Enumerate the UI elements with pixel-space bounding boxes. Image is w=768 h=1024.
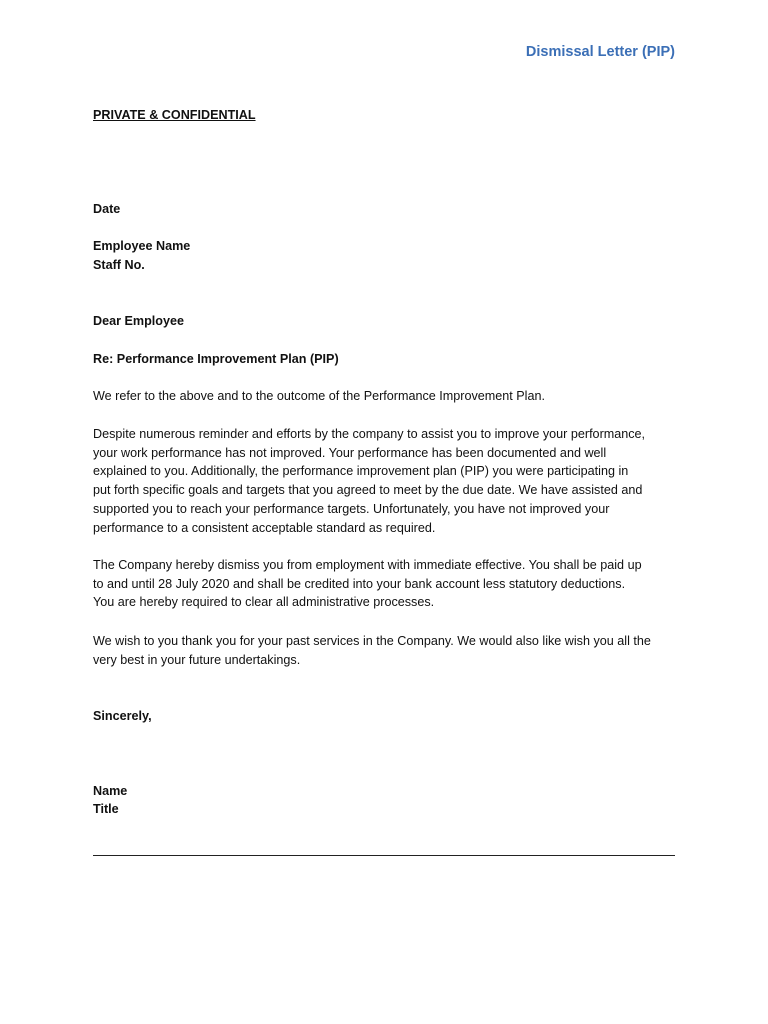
paragraph-3: [93, 556, 693, 612]
paragraph-3-line: The Company hereby dismiss you from employment with immediate effective. You shall be paid up: [93, 558, 642, 572]
paragraph-3-line: You are hereby required to clear all administrative processes.: [93, 595, 435, 610]
footer-divider: [93, 855, 675, 856]
paragraph-2-line: put forth specific goals and targets that you agreed to meet by the due date. We have assisted and: [93, 483, 643, 498]
paragraph-2-line: supported you to reach your performance targets. Unfortunately, you have not improved your: [93, 501, 610, 516]
paragraph-2-line: explained to you. Additionally, the performance improvement plan (PIP) you were participating in: [93, 464, 629, 479]
paragraph-2: [93, 425, 693, 537]
subject-line: Re: Performance Improvement Plan (PIP): [93, 352, 339, 366]
signatory-name: Name: [93, 784, 128, 798]
paragraph-4: [93, 632, 693, 669]
closing: Sincerely,: [93, 709, 152, 723]
paragraph-2-line: your work performance has not improved. Your performance has been documented and well: [93, 445, 607, 460]
paragraph-1: [93, 387, 693, 406]
paragraph-1-line: We refer to the above and to the outcome of the Performance Improvement Plan.: [93, 389, 545, 403]
paragraph-2-line: Despite numerous reminder and efforts by the company to assist you to improve your performance,: [93, 427, 646, 441]
confidential-label: PRIVATE & CONFIDENTIAL: [93, 108, 256, 122]
date-field: Date: [93, 202, 121, 216]
signatory-title: Title: [93, 802, 119, 816]
paragraph-3-line: to and until 28 July 2020 and shall be credited into your bank account less statutory deductions.: [93, 576, 626, 591]
paragraph-4-line: very best in your future undertakings.: [93, 652, 301, 667]
document-header-title: Dismissal Letter (PIP): [525, 44, 675, 60]
salutation: Dear Employee: [93, 314, 184, 328]
paragraph-2-line: performance to a consistent acceptable standard as required.: [93, 520, 436, 535]
staff-no-field: Staff No.: [93, 258, 145, 272]
employee-name-field: Employee Name: [93, 239, 191, 253]
paragraph-4-line: We wish to you thank you for your past services in the Company. We would also like wish you all the: [93, 634, 651, 648]
